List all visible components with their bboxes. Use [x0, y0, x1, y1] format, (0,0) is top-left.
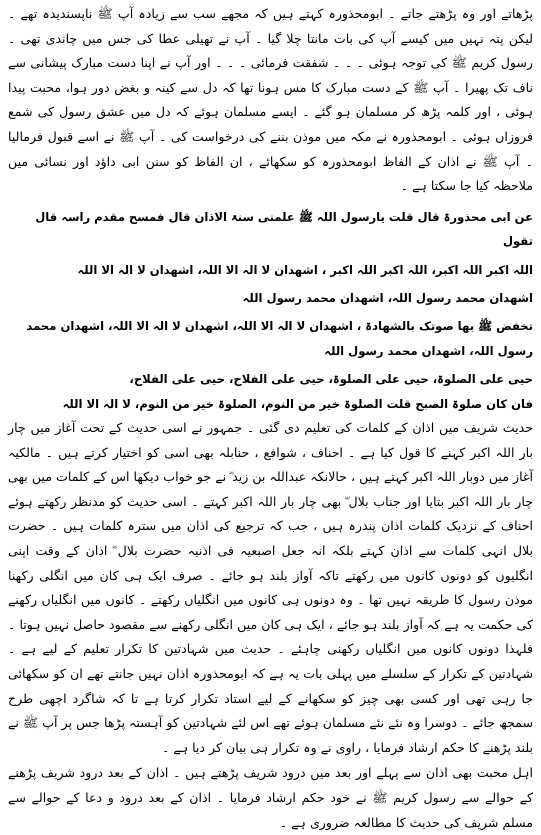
arabic-adhan-fajr: فان کان صلوۃ الصبح قلت الصلوۃ خیر من النوم، الصلوۃ خیر من النوم، لا الہ الا اللہ	[62, 396, 533, 411]
body-paragraph: حدیث شریف میں اذان کے کلمات کی تعلیم دی گئی ۔ جمہور نے اسی حدیث کے تحت آغاز میں چار بار اللہ اکبر کہنے کا قول کیا ہے ۔ احناف ، شوافع ، حنابلہ بھی اسی کو اختیار کرتے ہیں ۔ مالکیہ آغاز میں دوبار اللہ اکبر کہتے ہیں ، حالانکہ عبداللہ بن زید ؓ نے جو خواب دیکھا اس کے کلمات میں بھی چار بار اللہ اکبر بتایا اور جناب بلال ؓ بھی چار بار اللہ اکبر کہتے ۔ اسی حدیث کو مدنظر رکھتے ہوئے احناف کے نزدیک کلمات اذان پندرہ ہیں ، جب کہ ترجیع کی اذان میں سترہ کلمات ہیں ۔ حضرت بلال انہی کلمات سے اذان کہتے بلکہ انہ جعل اصبعیہ فی اذنیہ حضرت بلال ؓ اذان کے وقت اپنی انگلیوں کو دونوں کانوں میں رکھتے تاکہ آواز بلند ہو جائے ۔ صرف ایک ہی کان میں انگلی رکھنا موذن رسول کا طریقہ نہیں تھا ۔ وہ دونوں ہی کانوں میں انگلیاں رکھتے ۔ کانوں میں انگلیاں رکھنے کی حکمت یہ ہے کہ آواز بلند ہو جائے ، ایک ہی کان میں انگلی رکھنے سے مقصود حاصل نہیں ہوتا ۔ فلہذا دونوں کانوں میں انگلیاں رکھنی چاہئے ۔ حدیث میں شہادتین کا تکرار تعلیم کے لیے ہے ۔ شہادتین کے تکرار کے سلسلے میں پہلی بات یہ ہے کہ ابومحذورہ اذان نہیں جانتے تھے ان کو سکھائی جا رہی تھی اور کسی بھی چیز کو سکھانے کے لیے استاد تکرار کرتا ہے تا کہ شاگرد اچھی طرح سمجھ جائے ۔ دوسرا وہ نئے نئے مسلمان ہوئے تھے اس لئے شہادتین کو آہستہ پڑھا جس پر آپ ﷺ نے بلند پڑھنے کا حکم ارشاد فرمایا ، راوی نے وہ تکرار ہی بیان کر دیا ہے ۔	[8, 420, 533, 755]
intro-paragraph: پڑھاتے اور وہ پڑھتے جاتے ۔ ابومحذورہ کہتے ہیں کہ مجھے سب سے زیادہ آپ ﷺ ناپسندیدہ تھے ۔ لیکن پتہ نہیں میں کیسے آپ کی بات مانتا چلا گیا ۔ آپ نے تھیلی عطا کی جس میں چاندی تھی ۔ رسول کریم ﷺ کی توجہ ہوئی ۔ ۔ ۔ شفقت فرمائی ۔ ۔ ۔ اور آپ نے اپنا دست مبارک پیشانی سے ناف تک پھیرا ۔ آپ ﷺ کے دست مبارک کا مس ہونا تھا کہ دل سے کینہ و بغض دور ہوا، محبت پیدا ہوئی ، اور کلمہ پڑھ کر مسلمان ہو گئے ۔ ایسے مسلمان ہوئے کہ دل میں عشق رسول کی شمع فروزاں ہوئی ۔ ابومحذورہ نے مکہ میں موذن بننے کی درخواست کی ۔ آپ ﷺ نے اسے قبول فرمالیا ۔ آپ ﷺ نے اذان کے الفاظ ابومحذورہ کو سکھائے ، ان الفاظ کو سنن ابی داؤد اور نسائی میں ملاحظہ کیا جا سکتا ہے ۔	[8, 6, 533, 194]
arabic-hadith-chain: عن ابی محذورۃ قال قلت یارسول اللہ ﷺ علمنی سنۃ الاذان قال فمسح مقدم راسہ قال تقول	[35, 209, 533, 249]
arabic-adhan-shahada: اشھدان محمد رسول اللہ، اشھدان محمد رسول اللہ	[242, 290, 533, 305]
arabic-adhan-hayya: حیی علی الصلوۃ، حیی علی الصلوۃ، حیی علی الفلاح، حیی علی الفلاح،	[129, 372, 533, 387]
arabic-adhan-takbir: اللہ اکبر اللہ اکبر، اللہ اکبر اللہ اکبر ، اشھدان لا الہ الا اللہ، اشھدان لا الہ الا اللہ	[77, 262, 533, 277]
arabic-adhan-tarji: تخفض ﷺ بھا صوتک بالشھادۃ ، اشھدان لا الہ الا اللہ، اشھدان لا الہ الا اللہ، اشھدان محمد رسول اللہ، اشھدان محمد رسول اللہ	[26, 319, 533, 358]
closing-paragraph: اہل محبت بھی اذان سے پہلے اور بعد میں درود شریف پڑھتے ہیں ۔ اذان کے بعد درود شریف پڑھنے کے حوالے سے رسول کریم ﷺ نے خود حکم ارشاد فرمایا ۔ اذان کے بعد درود و دعا کے حوالے سے مسلم شریف کی حدیث کا مطالعہ ضروری ہے ۔	[8, 765, 533, 830]
